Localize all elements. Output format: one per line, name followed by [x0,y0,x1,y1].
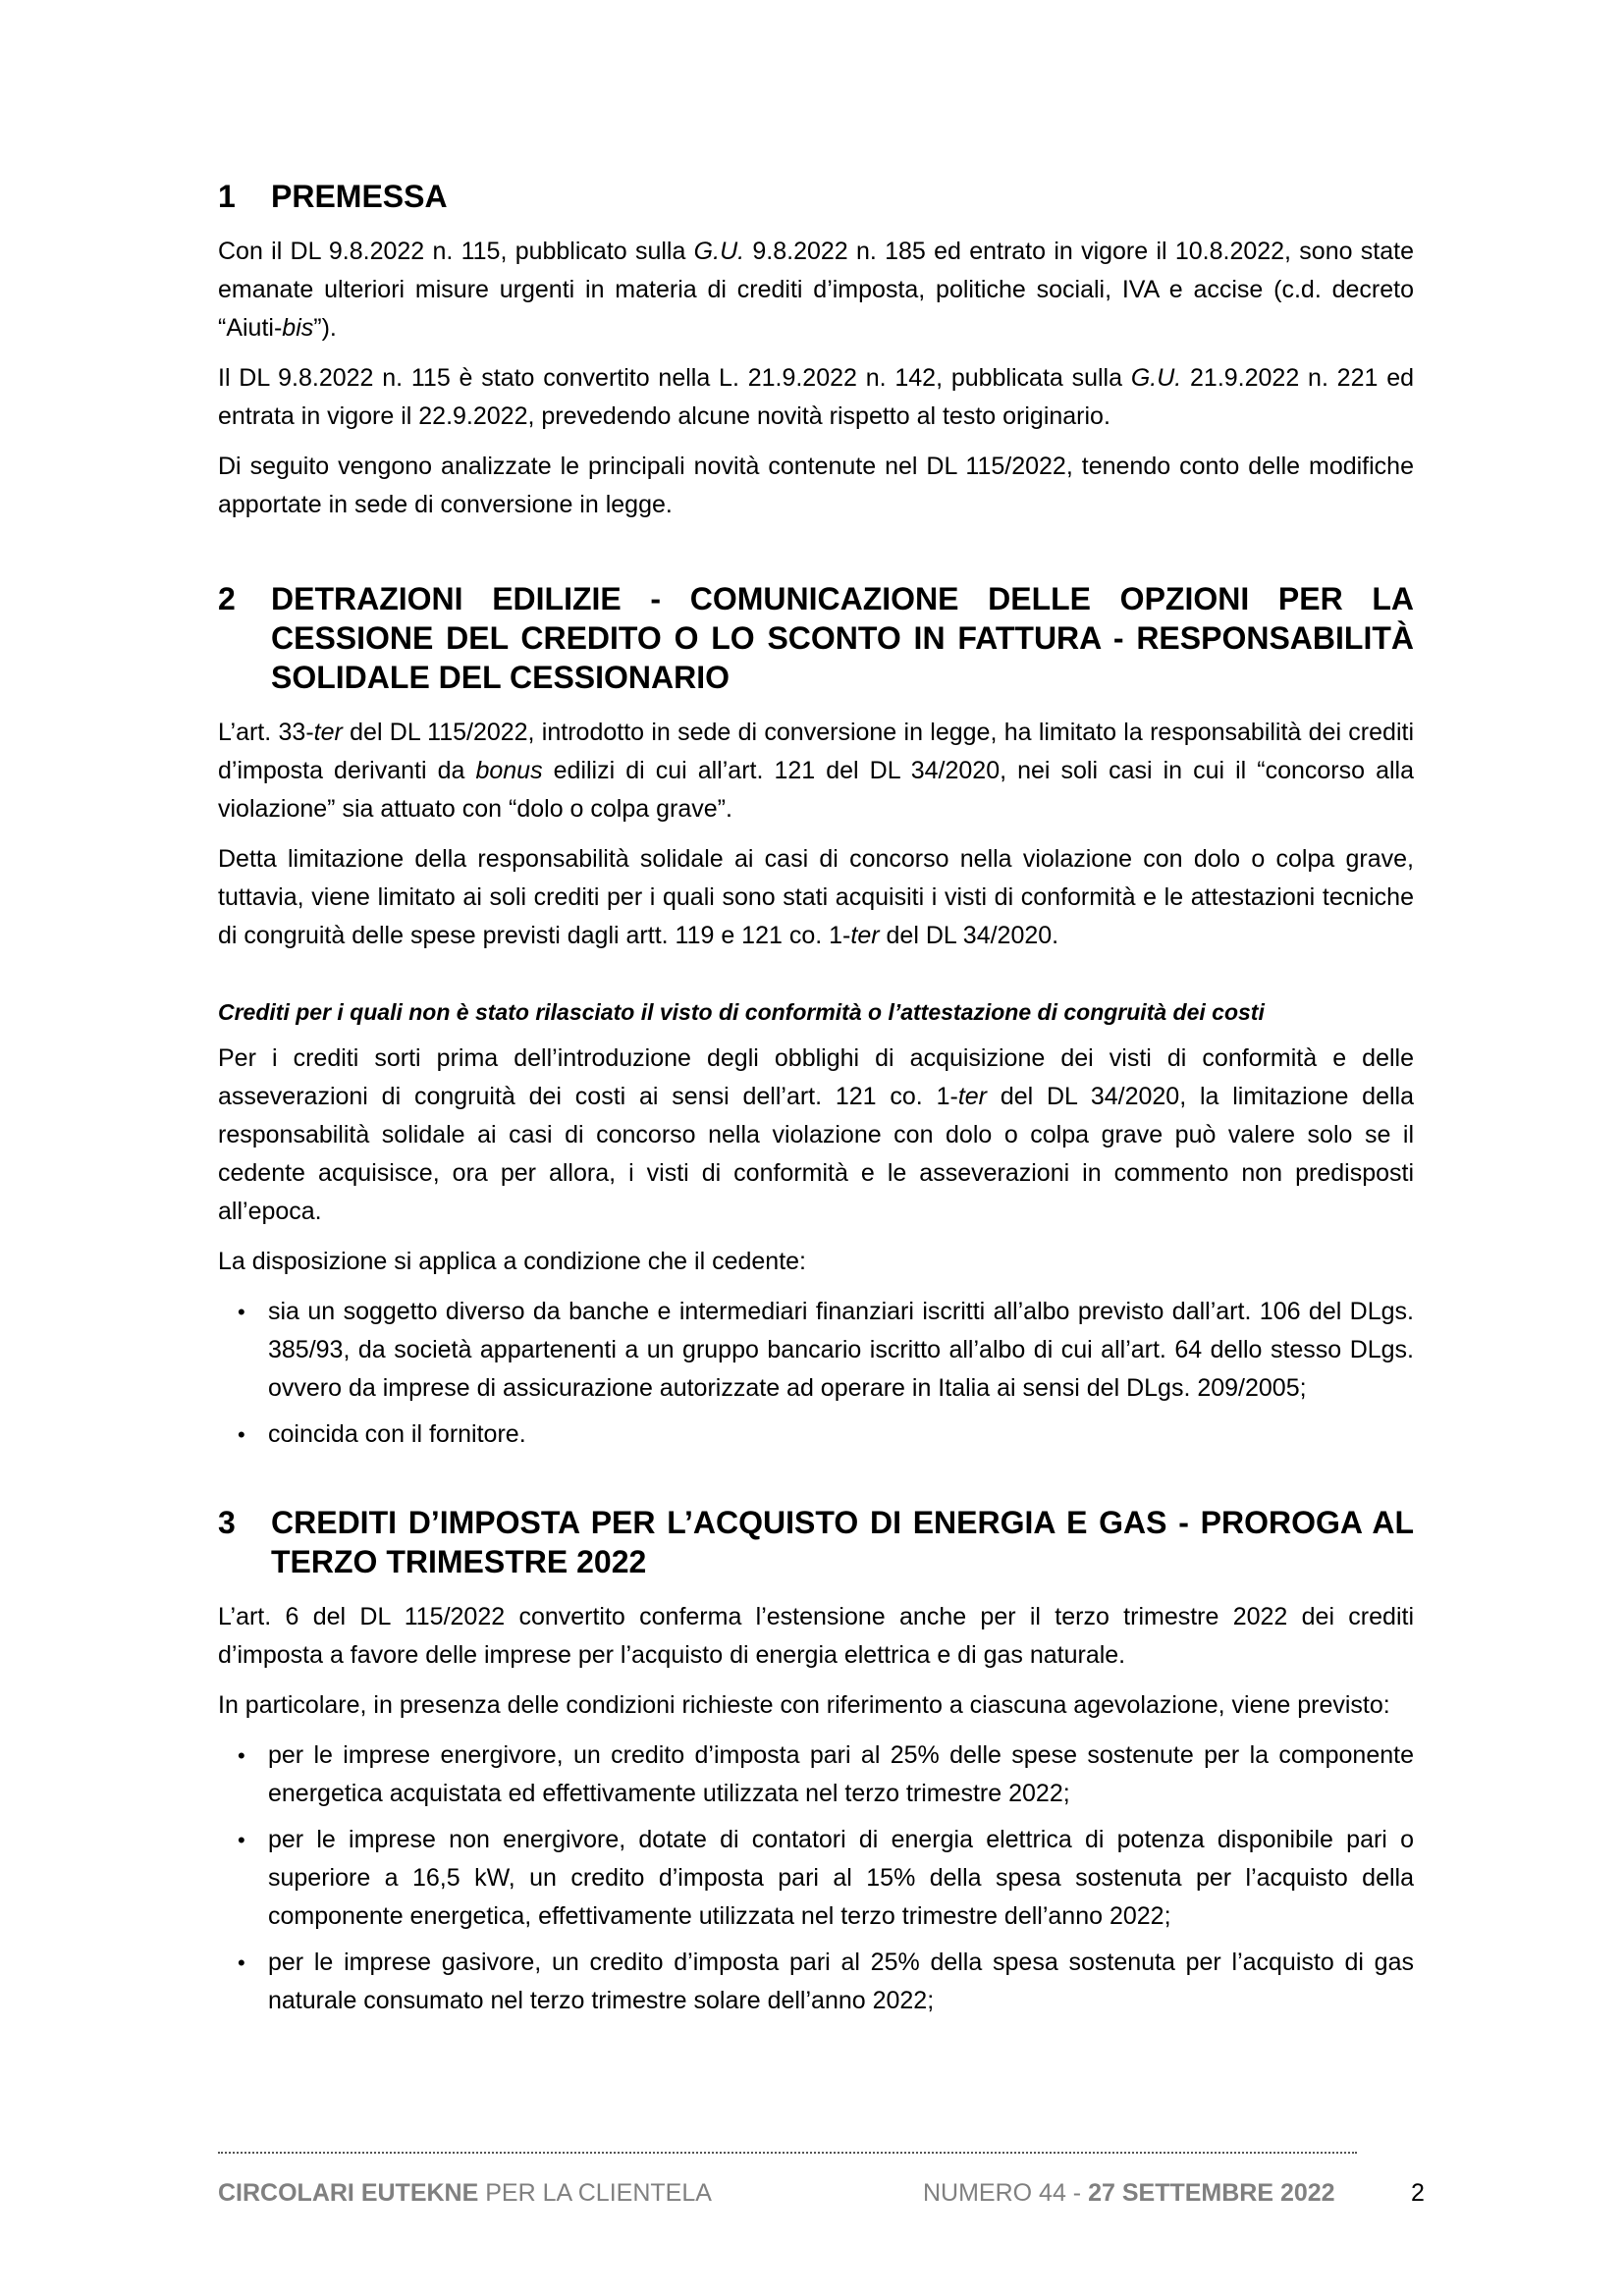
bullet-icon: • [238,1422,245,1447]
bullet-icon: • [238,1950,245,1975]
paragraph: Il DL 9.8.2022 n. 115 è stato convertito nella L. 21.9.2022 n. 142, pubblicata sulla G.U. 21.9.2022 n. 221 ed entrata in vigore il 22.9.2022, prevedendo alcune novità rispetto al testo originario. [218,364,1415,430]
italic-run: bonus [475,757,543,784]
subsection [218,994,1414,1454]
italic-run: ter [850,922,880,949]
italic-run: ter [313,719,343,746]
bullet-list [218,1736,1414,2020]
list-item [218,1415,1414,1454]
section-2 [218,579,1414,1454]
section-title: DETRAZIONI EDILIZIE - COMUNICAZIONE DELLE OPZIONI PER LA CESSIONE DEL CREDITO O LO SCONTO IN FATTURA - RESPONSABILITÀ SOLIDALE DEL CESSIONARIO [271,581,1414,695]
section-number: 2 [218,581,236,616]
page-footer [218,2179,1425,2213]
paragraph: Detta limitazione della responsabilità solidale ai casi di concorso nella violazione con dolo o colpa grave, tuttavia, viene limitato ai soli crediti per i quali sono stati acquisiti i visti di conformità e le attestazioni tecniche di congruità delle spese previsti dagli artt. 119 e 121 co. 1-ter del DL 34/2020. [218,845,1414,949]
paragraph: L’art. 33-ter del DL 115/2022, introdotto in sede di conversione in legge, ha limitato la responsabilità dei crediti d’imposta derivanti da bonus edilizi di cui all’art. 121 del DL 34/2020, nei soli casi in cui il “concorso alla violazione” sia attuato con “dolo o colpa grave”. [218,719,1414,823]
section-heading [218,579,1414,697]
list-item-text: coincida con il fornitore. [268,1420,526,1448]
footer-brand [218,2179,712,2208]
list-item-text: sia un soggetto diverso da banche e intermediari finanziari iscritti all’albo previsto dall’art. 106 del DLgs. 385/93, da società appartenenti a un gruppo bancario iscritto all’albo di cui all’art. 64 dello stesso DLgs. ovvero da imprese di assicurazione autorizzate ad operare in Italia ai sensi del DLgs. 209/2005; [268,1298,1414,1402]
list-item [218,1736,1414,1813]
footer-divider [218,2152,1357,2154]
list-item [218,1944,1414,2020]
paragraph: In particolare, in presenza delle condizioni richieste con riferimento a ciascuna agevolazione, viene previsto: [218,1691,1390,1719]
list-item [218,1293,1414,1408]
italic-run: bis [282,314,314,342]
footer-brand-bold: CIRCOLARI EUTEKNE [218,2179,479,2207]
list-item-text: per le imprese gasivore, un credito d’imposta pari al 25% della spesa sostenuta per l’acquisto di gas naturale consumato nel terzo trimestre solare dell’anno 2022; [268,1949,1414,2014]
subsection-heading: Crediti per i quali non è stato rilasciato il visto di conformità o l’attestazione di congruità dei costi [218,999,1265,1025]
section-1 [218,177,1414,524]
section-heading [218,177,1414,216]
page-number: 2 [1411,2179,1425,2207]
section-number: 1 [218,179,236,214]
paragraph: Per i crediti sorti prima dell’introduzione degli obblighi di acquisizione dei visti di conformità e delle asseverazioni di congruità dei costi ai sensi dell’art. 121 co. 1-ter del DL 34/2020, la limitazione della responsabilità solidale ai casi di concorso nella violazione con dolo o colpa grave può valere solo se il cedente acquisisce, ora per allora, i visti di conformità e le asseverazioni in commento non predisposti all’epoca. [218,1044,1414,1225]
list-item-text: per le imprese energivore, un credito d’imposta pari al 25% delle spese sostenute per la componente energetica acquistata ed effettivamente utilizzata nel terzo trimestre 2022; [268,1741,1414,1807]
bullet-icon: • [238,1743,245,1768]
bullet-list [218,1293,1414,1454]
footer-brand-rest: PER LA CLIENTELA [478,2179,712,2207]
section-number: 3 [218,1505,236,1540]
bullet-icon: • [238,1300,245,1324]
list-item-text: per le imprese non energivore, dotate di contatori di energia elettrica di potenza disponibile pari o superiore a 16,5 kW, un credito d’imposta pari al 15% della spesa sostenuta per l’acquisto della componente energetica, effettivamente utilizzata nel terzo trimestre dell’anno 2022; [268,1826,1414,1930]
italic-run: ter [957,1083,987,1110]
footer-issue [923,2179,1335,2208]
document-page [218,177,1414,2032]
paragraph: La disposizione si applica a condizione che il cedente: [218,1248,806,1275]
footer-issue-label: NUMERO 44 - [923,2179,1089,2207]
section-3 [218,1503,1414,2020]
list-item [218,1821,1414,1936]
footer-issue-date: 27 SETTEMBRE 2022 [1088,2179,1335,2207]
section-title: CREDITI D’IMPOSTA PER L’ACQUISTO DI ENERGIA E GAS - PROROGA AL TERZO TRIMESTRE 2022 [271,1505,1414,1579]
bullet-icon: • [238,1828,245,1852]
italic-run: G.U. [1130,364,1182,392]
section-title: PREMESSA [271,179,448,214]
paragraph: Di seguito vengono analizzate le principali novità contenute nel DL 115/2022, tenendo conto delle modifiche apportate in sede di conversione in legge. [218,453,1414,518]
italic-run: G.U. [693,238,745,265]
section-heading [218,1503,1414,1581]
paragraph: Con il DL 9.8.2022 n. 115, pubblicato sulla G.U. 9.8.2022 n. 185 ed entrato in vigore il 10.8.2022, sono state emanate ulteriori misure urgenti in materia di crediti d’imposta, politiche sociali, IVA e accise (c.d. decreto “Aiuti-bis”). [218,238,1414,342]
paragraph: L’art. 6 del DL 115/2022 convertito conferma l’estensione anche per il terzo trimestre 2022 dei crediti d’imposta a favore delle imprese per l’acquisto di energia elettrica e di gas naturale. [218,1603,1414,1669]
